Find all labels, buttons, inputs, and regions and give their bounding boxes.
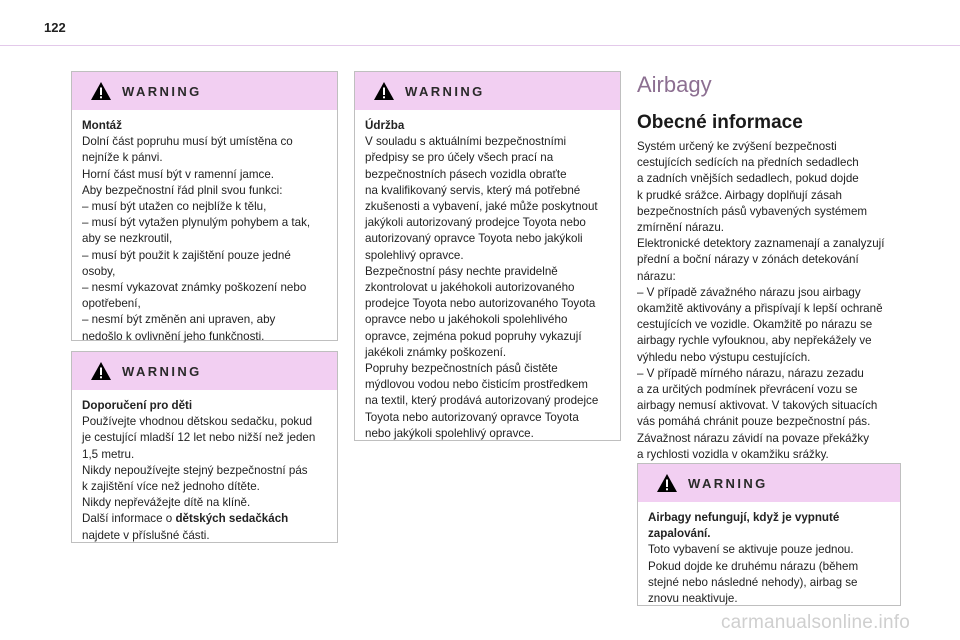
warning-line: Toto vybavení se aktivuje pouze jednou. — [648, 543, 854, 557]
intro-line: a zadních vnějších sedadlech, pokud dojde — [637, 172, 859, 186]
warning-triangle-icon — [90, 361, 112, 381]
warning-line: zkušenosti a vybavení, jaké může poskytnout — [365, 200, 598, 214]
warning-title: Airbagy nefungují, když je vypnuté — [648, 511, 840, 524]
warning-line: Pokud dojde ke druhému nárazu (během — [648, 559, 859, 573]
intro-line: Systém určený ke zvýšení bezpečnosti — [637, 140, 837, 153]
warning-label: WARNING — [122, 363, 202, 379]
warning-triangle-icon — [656, 473, 678, 493]
warning-line: na textil, který prodává autorizovaný prodejce — [365, 394, 599, 408]
warning-line: znovu neaktivuje. — [648, 592, 738, 606]
warning-line: autorizovaný opravce Toyota nebo jakýkoli — [365, 232, 583, 246]
warning-line: stejné nebo následné nehody), airbag se — [648, 575, 858, 589]
intro-line: Elektronické detektory zaznamenají a zanalyzují — [637, 237, 885, 251]
warning-box-maintenance — [354, 71, 621, 441]
warning-header — [72, 352, 337, 390]
warning-line: mýdlovou vodou nebo čisticím prostředkem — [365, 378, 588, 392]
warning-label: WARNING — [405, 83, 485, 99]
warning-line: opotřebení, — [82, 297, 141, 311]
warning-ref-line — [82, 511, 327, 527]
warning-line: k zajištění více než jednoho dítěte. — [82, 480, 260, 494]
warning-label: WARNING — [688, 475, 768, 491]
warning-title: Montáž — [82, 119, 122, 132]
intro-line: airbagy rychle vyfouknou, aby nepřekážely ve — [637, 334, 872, 348]
warning-line: nebo jakýkoli spolehlivý opravce. — [365, 426, 534, 440]
intro-line: zmírnění nárazu. — [637, 221, 724, 235]
warning-line: nedošlo k ovlivnění jeho funkčnosti. — [82, 329, 265, 343]
intro-line: k prudké srážce. Airbagy doplňují zásah — [637, 188, 842, 202]
intro-line: cestujících ve vozidle. Okamžitě po nárazu se — [637, 318, 873, 332]
warning-title: zapalování. — [648, 527, 711, 541]
warning-line: opravce nebo u jakéhokoli spolehlivého — [365, 313, 568, 327]
intro-line: a rychlosti vozidla v okamžiku srážky. — [637, 447, 829, 461]
intro-line: nárazu: — [637, 269, 676, 283]
warning-line: – musí být použit k zajištění pouze jedné — [82, 248, 291, 262]
warning-line: na kvalifikovaný servis, který má potřebné — [365, 183, 581, 197]
intro-line: bezpečnostních pásů vybavených systémem — [637, 204, 868, 218]
warning-line: Nikdy nepoužívejte stejný bezpečnostní pás — [82, 463, 308, 477]
warning-line: 1,5 metru. — [82, 447, 135, 461]
child-seat-reference: dětských sedačkách — [175, 512, 289, 526]
header-divider — [0, 45, 960, 46]
warning-line: najdete v příslušné části. — [82, 528, 210, 542]
warning-title: Údržba — [365, 119, 405, 132]
warning-line: jakýkoli autorizovaný prodejce Toyota nebo — [365, 216, 586, 230]
warning-line: je cestující mladší 12 let nebo nižší než jeden — [82, 431, 316, 445]
warning-box-montaz — [71, 71, 338, 341]
warning-line: aby se nezkroutil, — [82, 232, 173, 246]
watermark: carmanualsonline.info — [720, 612, 910, 633]
intro-line: vás pomáhá chránit pouze bezpečnostní pás. — [637, 415, 871, 429]
intro-line: cestujících sedících na předních sedadlech — [637, 156, 859, 170]
intro-line: okamžitě aktivovány a přispívají k lepší ochraně — [637, 302, 883, 316]
intro-line: airbagy nemusí aktivovat. V takových situacích — [637, 399, 878, 413]
warning-line: Toyota nebo autorizovaný opravce Toyota — [365, 410, 579, 424]
warning-line: V souladu s aktuálními bezpečnostními — [365, 135, 567, 149]
subsection-title: Obecné informace — [637, 112, 803, 133]
section-title: Airbagy — [637, 72, 712, 97]
warning-header — [72, 72, 337, 110]
intro-line: Závažnost nárazu závidí na povaze překážky — [637, 431, 869, 445]
warning-line: prodejce Toyota nebo autorizovaného Toyota — [365, 297, 596, 311]
intro-line: – V případě mírného nárazu, nárazu zezadu — [637, 366, 864, 380]
intro-line: výhledu nebo výstupu cestujících. — [637, 350, 811, 364]
warning-line: Bezpečnostní pásy nechte pravidelně — [365, 264, 558, 278]
warning-label: WARNING — [122, 83, 202, 99]
intro-line: a za určitých podmínek převrácení vozu se — [637, 383, 858, 397]
warning-line: osoby, — [82, 264, 116, 278]
warning-line: spolehlivý opravce. — [365, 248, 464, 262]
warning-triangle-icon — [373, 81, 395, 101]
warning-line: Používejte vhodnou dětskou sedačku, pokud — [82, 415, 313, 429]
ref-prefix: Další informace o — [82, 512, 176, 526]
warning-header — [638, 464, 900, 502]
intro-line: – V případě závažného nárazu jsou airbagy — [637, 285, 861, 299]
warning-line: jakékoli známky poškození. — [365, 345, 507, 359]
intro-line: přední a boční nárazy v zónách detekování — [637, 253, 859, 267]
warning-box-airbag — [637, 463, 901, 606]
warning-line: zkontrolovat u jakéhokoli autorizovaného — [365, 281, 575, 295]
warning-line: předpisy se pro účely všech prací na — [365, 151, 554, 165]
warning-line: – musí být vytažen plynulým pohybem a tak, — [82, 216, 311, 230]
warning-line: nejníže k pánvi. — [82, 151, 163, 165]
warning-line: bezpečnostních pásech vozidla obraťte — [365, 167, 567, 181]
warning-line: Nikdy nepřevážejte dítě na klíně. — [82, 496, 251, 510]
warning-title: Doporučení pro děti — [82, 399, 193, 412]
warning-line: Popruhy bezpečnostních pásů čistěte — [365, 362, 558, 376]
warning-line: – musí být utažen co nejblíže k tělu, — [82, 200, 267, 214]
warning-line: Aby bezpečnostní řád plnil svou funkci: — [82, 183, 283, 197]
intro-text — [637, 139, 905, 463]
warning-line: – nesmí vykazovat známky poškození nebo — [82, 281, 307, 295]
warning-line: opravce, zejména pokud popruhy vykazují — [365, 329, 582, 343]
warning-header — [355, 72, 620, 110]
warning-box-children — [71, 351, 338, 543]
warning-line: Horní část musí být v ramenní jamce. — [82, 167, 275, 181]
page-number: 122 — [44, 20, 66, 35]
warning-triangle-icon — [90, 81, 112, 101]
warning-line: – nesmí být změněn ani upraven, aby — [82, 313, 276, 327]
warning-line: Dolní část popruhu musí být umístěna co — [82, 135, 293, 149]
